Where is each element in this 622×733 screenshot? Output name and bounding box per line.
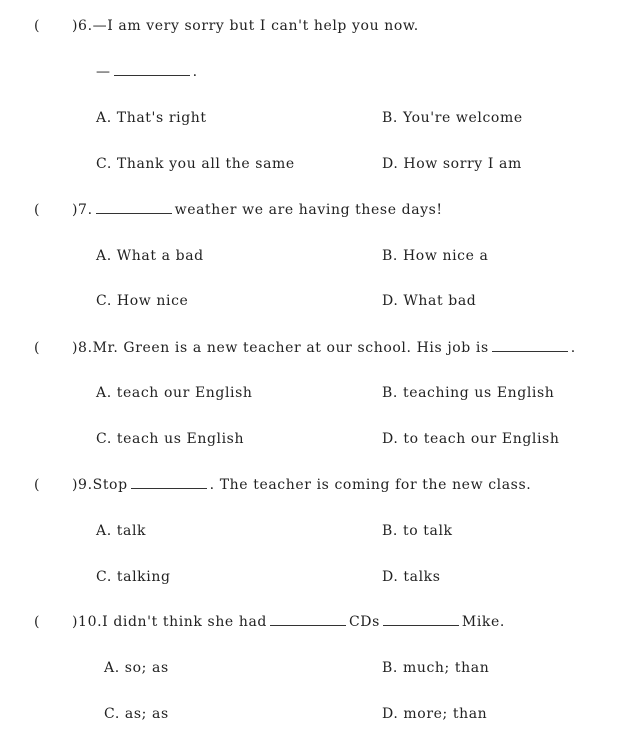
option-d[interactable]: D. more; than bbox=[382, 706, 488, 722]
question-6-options-cd bbox=[0, 153, 622, 175]
answer-blank[interactable] bbox=[270, 611, 346, 626]
question-6-stem bbox=[0, 15, 622, 37]
reply-end: . bbox=[192, 64, 198, 80]
option-b[interactable]: B. much; than bbox=[382, 660, 490, 676]
answer-blank[interactable] bbox=[131, 474, 207, 489]
question-text-end: . bbox=[570, 340, 576, 356]
question-text: —I am very sorry but I can't help you now. bbox=[92, 18, 419, 34]
question-number: )6. bbox=[72, 18, 93, 34]
question-text-end: . The teacher is coming for the new class. bbox=[209, 477, 532, 493]
question-10-options-ab bbox=[0, 657, 622, 679]
question-9-stem bbox=[0, 474, 622, 496]
option-a[interactable]: A. What a bad bbox=[96, 248, 204, 264]
option-b[interactable]: B. teaching us English bbox=[382, 385, 555, 401]
question-7-options-ab bbox=[0, 245, 622, 267]
answer-blank[interactable] bbox=[114, 61, 190, 76]
option-a[interactable]: A. That's right bbox=[96, 110, 207, 126]
answer-paren: ( bbox=[34, 477, 41, 493]
question-9-options-cd bbox=[0, 566, 622, 588]
option-d[interactable]: D. How sorry I am bbox=[382, 156, 522, 172]
question-text-end: Mike. bbox=[461, 614, 505, 630]
question-10-options-cd bbox=[0, 703, 622, 725]
question-number: )7. bbox=[72, 202, 93, 218]
option-a[interactable]: A. talk bbox=[96, 523, 147, 539]
question-8-stem bbox=[0, 337, 622, 359]
question-text: I didn't think she had bbox=[102, 614, 267, 630]
question-number: )9. bbox=[72, 477, 93, 493]
answer-blank[interactable] bbox=[383, 611, 459, 626]
answer-paren: ( bbox=[34, 202, 41, 218]
option-c[interactable]: C. talking bbox=[96, 569, 171, 585]
question-text: Mr. Green is a new teacher at our school. His job is bbox=[92, 340, 489, 356]
option-d[interactable]: D. What bad bbox=[382, 293, 477, 309]
question-7-stem bbox=[0, 199, 622, 221]
question-text-middle: CDs bbox=[349, 614, 380, 630]
option-d[interactable]: D. talks bbox=[382, 569, 441, 585]
option-c[interactable]: C. How nice bbox=[96, 293, 189, 309]
option-b[interactable]: B. to talk bbox=[382, 523, 453, 539]
option-d[interactable]: D. to teach our English bbox=[382, 431, 560, 447]
option-b[interactable]: B. You're welcome bbox=[382, 110, 523, 126]
answer-paren: ( bbox=[34, 340, 41, 356]
answer-blank[interactable] bbox=[492, 337, 568, 352]
question-number: )10. bbox=[72, 614, 103, 630]
option-b[interactable]: B. How nice a bbox=[382, 248, 489, 264]
question-9-options-ab bbox=[0, 520, 622, 542]
option-c[interactable]: C. Thank you all the same bbox=[96, 156, 295, 172]
question-8-options-cd bbox=[0, 428, 622, 450]
answer-paren: ( bbox=[34, 614, 41, 630]
answer-blank[interactable] bbox=[96, 199, 172, 214]
option-a[interactable]: A. teach our English bbox=[96, 385, 253, 401]
question-7-options-cd bbox=[0, 290, 622, 312]
question-text: Stop bbox=[92, 477, 128, 493]
question-number: )8. bbox=[72, 340, 93, 356]
question-6-reply bbox=[0, 61, 622, 83]
option-c[interactable]: C. teach us English bbox=[96, 431, 245, 447]
question-10-stem bbox=[0, 611, 622, 633]
option-a[interactable]: A. so; as bbox=[104, 660, 169, 676]
question-6-options-ab bbox=[0, 107, 622, 129]
option-c[interactable]: C. as; as bbox=[104, 706, 169, 722]
question-text: weather we are having these days! bbox=[174, 202, 443, 218]
reply-dash: — bbox=[96, 64, 111, 80]
answer-paren: ( bbox=[34, 18, 41, 34]
question-8-options-ab bbox=[0, 382, 622, 404]
